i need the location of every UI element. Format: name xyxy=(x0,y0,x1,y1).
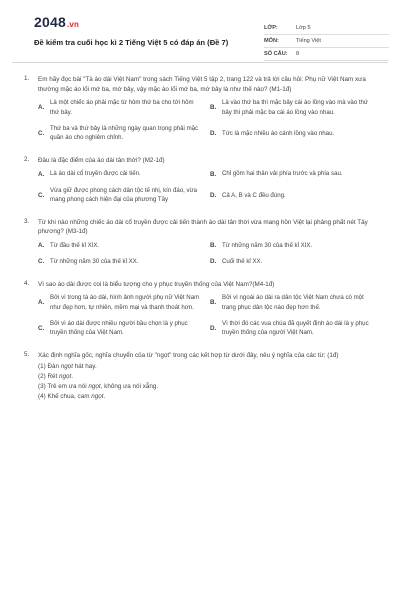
option-letter: A. xyxy=(38,242,45,250)
phrase-list xyxy=(38,362,400,402)
question-number: 5. xyxy=(24,350,30,358)
question-2 xyxy=(0,156,400,212)
site-logo[interactable]: 2048.vn xyxy=(34,14,80,30)
option-d[interactable] xyxy=(210,124,382,143)
option-letter: B. xyxy=(210,299,217,307)
answer-options xyxy=(38,98,383,150)
meta-table xyxy=(264,22,389,61)
option-text: Từ những năm 30 của thế kỉ XIX. xyxy=(222,241,313,249)
option-letter: D. xyxy=(210,258,217,266)
option-text: Là vào thứ ba thì mặc bảy cái áo lồng vào mà vào thứ bảy thì phải mặc ba cái áo lồng vào nhau. xyxy=(222,99,369,116)
option-text: Cả A, B và C đều đúng. xyxy=(222,191,286,199)
target-word: ngọt xyxy=(91,393,104,401)
question-text: Xác định nghĩa gốc, nghĩa chuyển của từ "ngọt" trong các kết hợp từ dưới đây, nêu ý nghĩa của các từ: (1đ) xyxy=(38,351,339,359)
target-word: ngọt xyxy=(88,383,101,391)
option-a[interactable] xyxy=(38,293,210,312)
option-text: Từ những năm 30 của thế kỉ XX. xyxy=(50,258,139,266)
option-b[interactable] xyxy=(210,98,382,117)
question-text: Em hãy đọc bài "Tà áo dài Việt Nam" trong sách Tiếng Việt 5 tập 2, trang 122 và trả lời câu hỏi: Phụ nữ Việt Nam xưa thường mặc áo lối mớ ba, mớ bảy, vậy mặc áo lối mớ ba, mớ bảy là như thế nào? (M1-1đ) xyxy=(38,76,366,93)
question-number: 2. xyxy=(24,155,30,163)
option-letter: C. xyxy=(38,191,45,199)
question-1 xyxy=(0,75,400,150)
option-b[interactable] xyxy=(210,169,382,178)
option-letter: D. xyxy=(210,324,217,332)
list-item: (2) Rét ngọt. xyxy=(38,373,74,381)
list-item: (4) Khế chua, cam ngọt. xyxy=(38,393,106,401)
option-letter: D. xyxy=(210,191,217,199)
option-text: Bởi vì ngoài áo dài ra dân tộc Việt Nam chưa có một trang phục dân tộc nào đẹp hơn thế. xyxy=(222,294,364,311)
meta-value: Lớp 5 xyxy=(296,25,311,31)
question-number: 4. xyxy=(24,279,30,287)
option-letter: D. xyxy=(210,129,217,137)
question-text: Vì sao áo dài được coi là biểu tượng cho y phục truyền thống của Việt Nam?(M4-1đ) xyxy=(38,280,275,288)
option-text: Bởi vì áo dài được nhiều người bầu chọn là y phục truyền thống của Việt Nam. xyxy=(50,320,188,337)
question-list xyxy=(0,75,400,408)
question-number: 1. xyxy=(24,75,30,82)
answer-options xyxy=(38,169,383,211)
header-divider xyxy=(12,62,388,63)
question-text: Đâu là đặc điểm của áo dài tân thời? (M2-1đ) xyxy=(38,156,165,164)
option-a[interactable] xyxy=(38,169,210,178)
option-letter: C. xyxy=(38,324,45,332)
meta-row-count xyxy=(264,48,389,61)
meta-value: Tiếng Việt xyxy=(296,38,321,44)
question-5 xyxy=(0,351,400,403)
option-text: Cuối thế kỉ XX. xyxy=(222,258,263,266)
page-header xyxy=(14,8,386,70)
option-letter: B. xyxy=(210,104,217,112)
option-text: Thứ ba và thứ bảy là những ngày quan trọng phải mặc quần áo cho nghiêm chỉnh. xyxy=(50,125,199,142)
option-letter: A. xyxy=(38,104,45,112)
option-c[interactable] xyxy=(38,319,210,338)
target-word: ngọt xyxy=(59,373,72,381)
option-d[interactable] xyxy=(210,257,382,266)
question-3 xyxy=(0,218,400,274)
question-4 xyxy=(0,280,400,345)
option-a[interactable] xyxy=(38,98,210,117)
option-d[interactable] xyxy=(210,319,382,338)
meta-value: 8 xyxy=(296,51,300,57)
option-letter: A. xyxy=(38,299,45,307)
option-d[interactable] xyxy=(210,186,382,205)
option-text: Vừa giữ được phong cách dân tộc tế nhị, kín đáo, vừa mang phong cách hiện đại của phương Tây xyxy=(50,186,198,204)
option-letter: B. xyxy=(210,242,217,250)
question-text: Từ khi nào những chiếc áo dài cổ truyền được cải tiến thành áo dài tân thời vừa mang hồn Việt lại phảng phất nét Tây phương? (M3-1đ) xyxy=(38,218,368,236)
option-a[interactable] xyxy=(38,241,210,250)
option-letter: B. xyxy=(210,170,217,178)
option-c[interactable] xyxy=(38,257,210,266)
list-item: (1) Đàn ngọt hát hay. xyxy=(38,363,97,371)
option-c[interactable] xyxy=(38,124,210,143)
meta-label: MÔN: xyxy=(264,38,279,44)
option-text: Bởi vì trong tà áo dài, hình ảnh người phụ nữ Việt Nam như đẹp hơn, tự nhiên, mềm mại và thanh thoát hơn. xyxy=(50,294,200,311)
option-letter: A. xyxy=(38,170,45,178)
option-text: Từ đầu thế kỉ XIX. xyxy=(50,241,100,249)
option-b[interactable] xyxy=(210,293,382,312)
meta-row-class xyxy=(264,22,389,35)
option-text: Chỉ gồm hai thân vải phía trước và phía sau. xyxy=(222,170,343,178)
option-text: Tức là mặc nhiều áo cánh lồng vào nhau. xyxy=(222,129,335,137)
option-b[interactable] xyxy=(210,241,382,250)
meta-label: SỐ CÂU: xyxy=(264,51,288,57)
document-title: Đề kiểm tra cuối học kì 2 Tiếng Việt 5 có đáp án (Đề 7) xyxy=(34,38,229,47)
option-text: Là một chiếc áo phải mặc từ hôm thứ ba cho tới hôm thứ bảy. xyxy=(50,99,194,116)
meta-label: LỚP: xyxy=(264,25,278,31)
option-text: Vì thời đó các vua chúa đã quyết định áo dài là y phục truyền thống của người Việt Nam. xyxy=(222,320,369,337)
question-number: 3. xyxy=(24,217,30,225)
target-word: ngọt xyxy=(60,363,74,371)
logo-suffix: .vn xyxy=(66,20,80,29)
option-c[interactable] xyxy=(38,186,210,205)
answer-options xyxy=(38,241,383,274)
list-item: (3) Trẻ em ưa nói ngọt, không ưa nói xẵng. xyxy=(38,383,159,391)
answer-options xyxy=(38,293,383,345)
meta-row-subject xyxy=(264,35,389,48)
option-letter: C. xyxy=(38,129,45,137)
option-text: Là áo dài cổ truyền được cải tiến. xyxy=(50,170,141,178)
option-letter: C. xyxy=(38,258,45,266)
